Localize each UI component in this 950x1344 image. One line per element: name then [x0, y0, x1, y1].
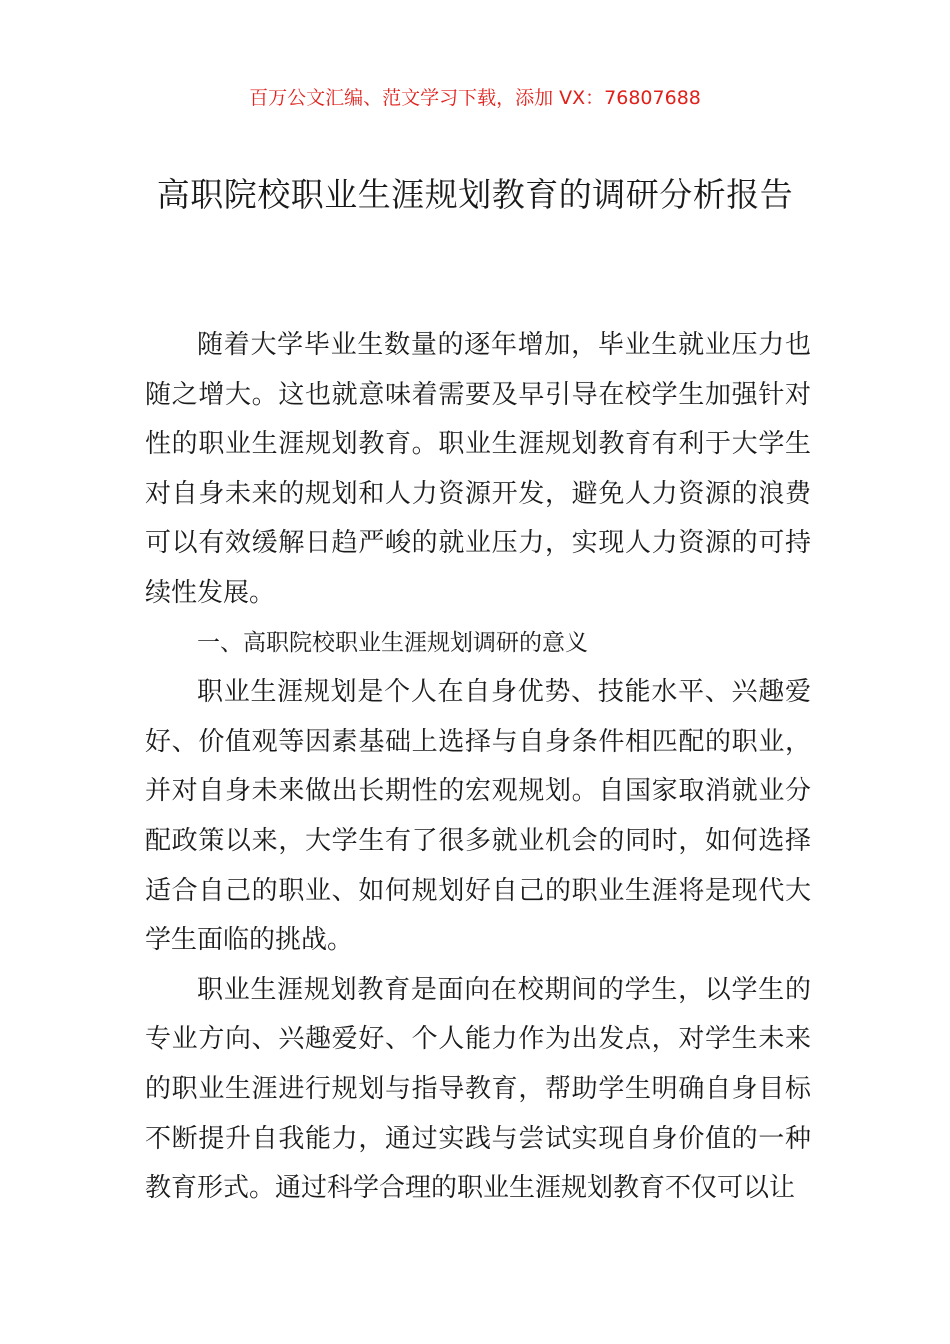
paragraph-definition: 职业生涯规划是个人在自身优势、技能水平、兴趣爱好、价值观等因素基础上选择与自身条件相匹配的职业，并对自身未来做出长期性的宏观规划。自国家取消就业分配政策以来，大学生有了很多就业机会的同时，如何选择适合自己的职业、如何规划好自己的职业生涯将是现代大学生面临的挑战。	[145, 677, 811, 956]
paragraph-education: 职业生涯规划教育是面向在校期间的学生，以学生的专业方向、兴趣爱好、个人能力作为出发点，对学生未来的职业生涯进行规划与指导教育，帮助学生明确自身目标不断提升自我能力，通过实践与尝试实现自身价值的一种教育形式。通过科学合理的职业生涯规划教育不仅可以让	[145, 974, 811, 1204]
section-heading: 一、高职院校职业生涯规划调研的意义	[197, 629, 588, 656]
document-body	[145, 321, 811, 1214]
document-title: 高职院校职业生涯规划教育的调研分析报告	[156, 175, 794, 214]
paragraph-intro: 随着大学毕业生数量的逐年增加，毕业生就业压力也随之增大。这也就意味着需要及早引导在校学生加强针对性的职业生涯规划教育。职业生涯规划教育有利于大学生对自身未来的规划和人力资源开发，避免人力资源的浪费可以有效缓解日趋严峻的就业压力，实现人力资源的可持续性发展。	[145, 330, 811, 608]
header-note: 百万公文汇编、范文学习下载，添加 VX：76807688	[249, 87, 701, 109]
